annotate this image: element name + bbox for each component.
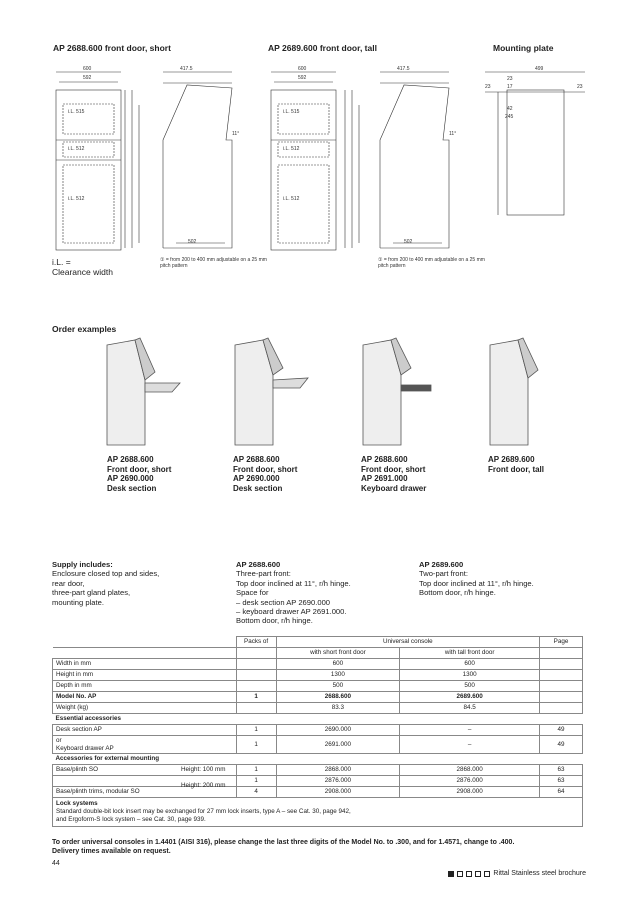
console-header: Universal console: [276, 637, 539, 648]
circle-one-icon: ①: [160, 257, 165, 263]
row-tall: 600: [400, 659, 540, 670]
order-item-1-line: Front door, short: [107, 464, 172, 474]
square-icon: [457, 871, 463, 877]
table-header-row: [53, 637, 583, 648]
supply-line: Top door inclined at 11°, r/h hinge.: [419, 578, 534, 588]
row-packs: 1: [236, 692, 276, 703]
table-row: [53, 670, 583, 681]
lock-systems-line: and Ergoform-S lock system – see Cat. 30, page 939.: [56, 816, 206, 823]
order-item-3-line: Keyboard drawer: [361, 483, 427, 493]
row-label: Model No. AP: [53, 692, 237, 703]
svg-text:i.L. 515: i.L. 515: [283, 109, 300, 115]
order-item-2-line: AP 2690.000: [233, 474, 280, 483]
supply-line: Enclosure closed top and sides,: [52, 569, 160, 579]
svg-text:600: 600: [83, 66, 92, 72]
supply-col-2-title: AP 2688.600: [236, 560, 281, 569]
row-short: 2876.000: [276, 776, 400, 787]
section-row: [53, 754, 583, 765]
svg-text:502: 502: [188, 239, 197, 245]
row-packs: [236, 681, 276, 692]
drawing-title-short: AP 2688.600 front door, short: [53, 43, 171, 53]
svg-text:42: 42: [507, 106, 513, 112]
row-label: Width in mm: [53, 659, 237, 670]
order-item-4-line: Front door, tall: [488, 464, 544, 474]
order-item-3-line: AP 2688.600: [361, 455, 408, 464]
table-row: [53, 787, 583, 798]
order-item-1-line: AP 2688.600: [107, 455, 154, 464]
row-tall: 2908.000: [400, 787, 540, 798]
row-label: Base/plinth SO: [56, 766, 99, 773]
row-short: 2691.000: [276, 736, 400, 754]
order-item-2-line: Desk section: [233, 483, 283, 493]
square-icon: [448, 871, 454, 877]
svg-text:i.L. 515: i.L. 515: [68, 109, 85, 115]
page-number: 44: [52, 860, 60, 867]
row-page: 63: [540, 776, 583, 787]
svg-text:600: 600: [298, 66, 307, 72]
supply-line: Bottom door, r/h hinge.: [236, 616, 313, 626]
section-row: [53, 714, 583, 725]
row-page: 49: [540, 725, 583, 736]
table-subheader-row: [53, 648, 583, 659]
order-item-3-line: AP 2691.000: [361, 474, 408, 483]
row-tall: 2868.000: [400, 765, 540, 776]
order-item-2: [233, 455, 297, 493]
svg-text:592: 592: [298, 75, 307, 81]
supply-col-1: [52, 560, 222, 607]
svg-text:417.5: 417.5: [180, 66, 193, 72]
supply-line: Top door inclined at 11°, r/h hinge.: [236, 578, 351, 588]
row-tall: 2876.000: [400, 776, 540, 787]
square-icon: [484, 871, 490, 877]
square-icon: [466, 871, 472, 877]
row-sublabel: Height: 100 mm: [181, 766, 226, 773]
order-item-3-line: Front door, short: [361, 464, 426, 474]
row-tall: 1300: [400, 670, 540, 681]
svg-text:11°: 11°: [449, 131, 457, 137]
row-short: 500: [276, 681, 400, 692]
svg-text:11°: 11°: [232, 131, 240, 137]
row-packs: 1: [236, 736, 276, 754]
table-row: [53, 703, 583, 714]
supply-line: mounting plate.: [52, 597, 104, 607]
note-tall-text: = from 200 to 400 mm adjustable on a 25 mm pitch pattern: [378, 257, 485, 269]
row-short: 83.3: [276, 703, 400, 714]
row-label: Keyboard drawer AP: [56, 744, 114, 752]
row-short: 2908.000: [276, 787, 400, 798]
order-item-3: [361, 455, 426, 493]
lock-systems-line: Standard double-bit lock insert may be exchanged for 27 mm lock inserts, type A – see Cat. 30, page 942,: [56, 808, 351, 815]
row-label: Depth in mm: [53, 681, 237, 692]
row-short: 600: [276, 659, 400, 670]
order-item-2-line: Front door, short: [233, 464, 298, 474]
table-row: [53, 776, 583, 787]
svg-text:23: 23: [485, 84, 491, 90]
supply-line: three-part gland plates,: [52, 588, 131, 598]
supply-line: Bottom door, r/h hinge.: [419, 588, 496, 598]
row-tall: 84.5: [400, 703, 540, 714]
row-packs: [236, 670, 276, 681]
svg-text:592: 592: [83, 75, 92, 81]
table-row: [53, 765, 583, 776]
supply-col-2: [236, 560, 406, 626]
order-item-2-line: AP 2688.600: [233, 455, 280, 464]
svg-text:i.L. 512: i.L. 512: [68, 146, 85, 152]
order-item-4-line: AP 2689.600: [488, 455, 535, 464]
row-packs: [236, 659, 276, 670]
svg-text:417.5: 417.5: [397, 66, 410, 72]
lock-systems-row: [53, 798, 583, 827]
supply-line: Space for: [236, 588, 269, 598]
essential-title: Essential accessories: [53, 714, 583, 725]
row-short: 2868.000: [276, 765, 400, 776]
order-note: [52, 838, 592, 856]
order-note-line: Delivery times available on request.: [52, 848, 171, 855]
svg-text:i.L. 512: i.L. 512: [283, 146, 300, 152]
supply-line: rear door,: [52, 578, 85, 588]
row-packs: 1: [236, 725, 276, 736]
table-row: [53, 681, 583, 692]
svg-text:23: 23: [507, 76, 513, 82]
order-item-1-line: AP 2690.000: [107, 474, 154, 483]
row-label: Weight (kg): [53, 703, 237, 714]
row-label: Base/plinth trims, modular SO: [53, 787, 237, 798]
circle-one-icon: ①: [378, 257, 383, 263]
square-icon: [475, 871, 481, 877]
brand-text: Rittal Stainless steel brochure: [493, 870, 586, 877]
row-page: 63: [540, 765, 583, 776]
brand-footer: [448, 870, 586, 877]
row-sublabel: Height: 200 mm: [181, 782, 226, 789]
note-short-text: = from 200 to 400 mm adjustable on a 25 mm pitch pattern: [160, 257, 267, 269]
supply-line: Three-part front:: [236, 569, 291, 579]
row-page: [540, 659, 583, 670]
table-row: [53, 659, 583, 670]
svg-text:499: 499: [535, 66, 544, 72]
row-label: Desk section AP: [53, 725, 237, 736]
technical-drawings: [0, 55, 638, 270]
external-title: Accessories for external mounting: [53, 754, 583, 765]
row-short: 2688.600: [276, 692, 400, 703]
row-page: [540, 692, 583, 703]
supply-col-3: [419, 560, 589, 598]
svg-text:17: 17: [507, 84, 513, 90]
order-item-1: [107, 455, 171, 493]
packs-header: Packs of: [236, 637, 276, 648]
row-page: 49: [540, 736, 583, 754]
row-page: [540, 670, 583, 681]
order-example-illustrations: [0, 335, 638, 450]
row-page: 64: [540, 787, 583, 798]
svg-text:i.L. 512: i.L. 512: [68, 196, 85, 202]
order-item-1-line: Desk section: [107, 483, 157, 493]
drawing-title-plate: Mounting plate: [493, 43, 554, 53]
row-label-or: or: [56, 737, 62, 744]
drawing-title-tall: AP 2689.600 front door, tall: [268, 43, 377, 53]
supply-line: – keyboard drawer AP 2691.000.: [236, 607, 347, 617]
row-packs: 1: [236, 776, 276, 787]
note-short: [160, 257, 270, 269]
spec-table: [52, 636, 583, 827]
order-item-4: [488, 455, 544, 474]
row-packs: [236, 703, 276, 714]
row-tall: –: [400, 725, 540, 736]
row-label: Height in mm: [53, 670, 237, 681]
row-tall: –: [400, 736, 540, 754]
row-tall: 500: [400, 681, 540, 692]
supply-col-3-title: AP 2689.600: [419, 560, 464, 569]
il-legend: i.L. = Clearance width: [52, 257, 113, 277]
row-page: [540, 681, 583, 692]
supply-col-1-title: Supply includes:: [52, 560, 113, 569]
row-packs: 1: [236, 765, 276, 776]
row-short: 1300: [276, 670, 400, 681]
tall-door-header: with tall front door: [400, 648, 540, 659]
order-examples-heading: Order examples: [52, 324, 117, 334]
supply-line: Two-part front:: [419, 569, 468, 579]
svg-text:502: 502: [404, 239, 413, 245]
table-row: [53, 725, 583, 736]
row-tall: 2689.600: [400, 692, 540, 703]
svg-text:i.L. 512: i.L. 512: [283, 196, 300, 202]
supply-line: – desk section AP 2690.000: [236, 597, 331, 607]
page-header: Page: [540, 637, 583, 648]
row-short: 2690.000: [276, 725, 400, 736]
lock-systems-title: Lock systems: [56, 800, 98, 807]
table-row: [53, 736, 583, 754]
table-row: [53, 692, 583, 703]
short-door-header: with short front door: [276, 648, 400, 659]
order-note-line: To order universal consoles in 1.4401 (AISI 316), please change the last three digits of the Model No. to .300, and for 1.4571, change to .400.: [52, 839, 515, 846]
svg-text:23: 23: [577, 84, 583, 90]
svg-text:245: 245: [505, 114, 514, 120]
row-packs: 4: [236, 787, 276, 798]
row-page: [540, 703, 583, 714]
note-tall: [378, 257, 488, 269]
